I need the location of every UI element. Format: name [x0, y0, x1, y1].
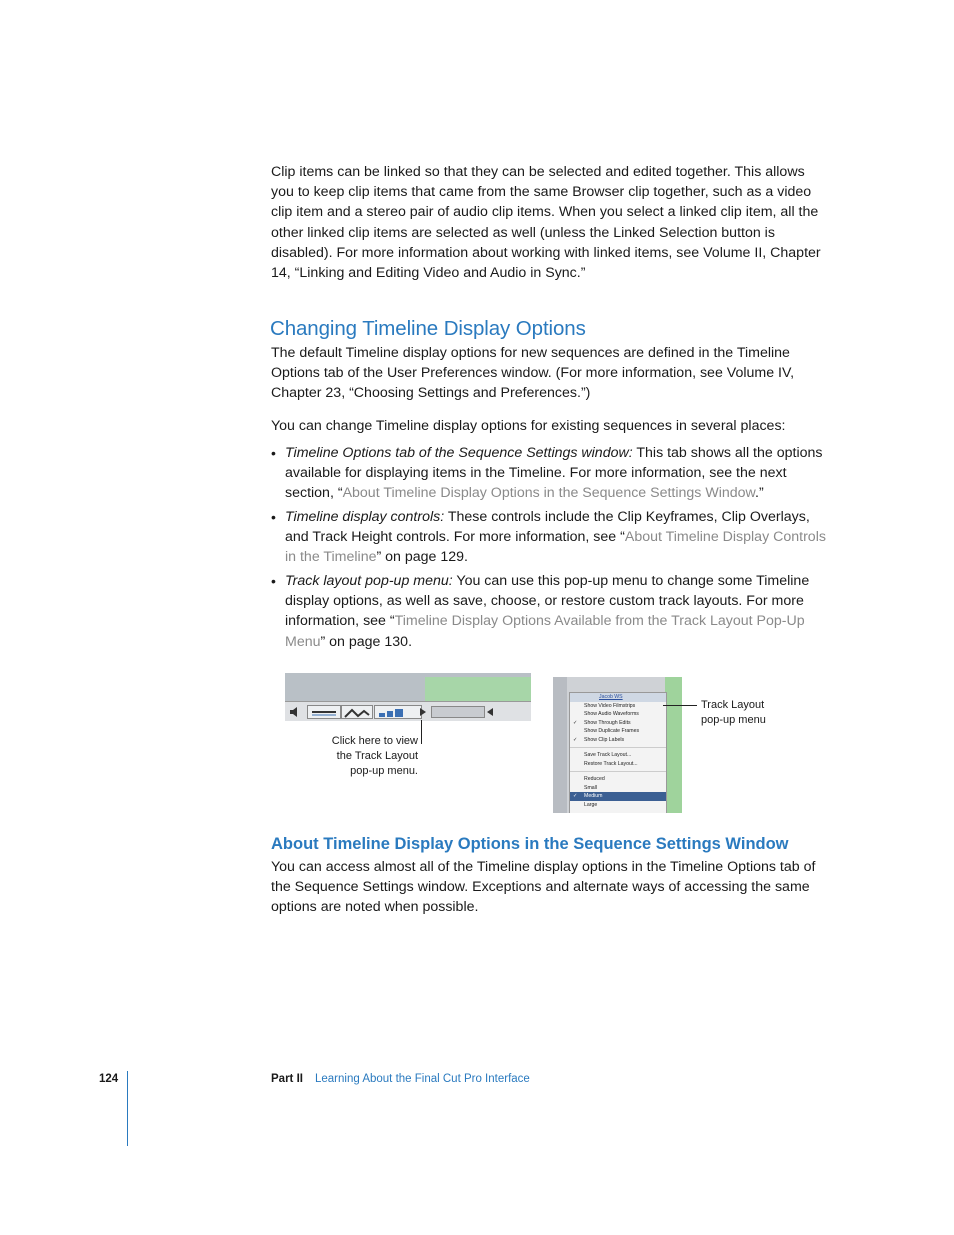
section-heading: Changing Timeline Display Options [270, 317, 586, 340]
bullet-item [271, 443, 826, 504]
track-height-control[interactable] [374, 705, 422, 719]
subsection-text: You can access almost all of the Timeline display options in the Timeline Options tab of the Sequence Settings window. Exceptions and alternate ways of accessing the same options are noted when possible. [271, 859, 816, 916]
callout-track-layout-button: Click here to view the Track Layout pop-up menu. [331, 735, 418, 777]
section-paragraph-1 [271, 343, 826, 404]
scroll-left-arrow-icon[interactable] [485, 705, 495, 717]
cross-reference-link[interactable]: Timeline Display Options Available from the Track Layout Pop-Up Menu [285, 613, 805, 650]
menu-item-show-audio-waveforms[interactable]: Show Audio Waveforms [584, 711, 639, 717]
section-p2-text: You can change Timeline display options for existing sequences in several places: [271, 418, 786, 434]
menu-item-show-through-edits[interactable]: ✓ Show Through Edits [573, 719, 631, 726]
clip-keyframes-button[interactable] [341, 705, 373, 719]
section-paragraph-2 [271, 416, 826, 436]
bullet-term: Timeline display controls: [285, 509, 445, 525]
menu-item-large[interactable]: Large [584, 801, 598, 808]
zoom-slider[interactable] [431, 706, 485, 718]
menu-separator [570, 744, 666, 748]
bullet-text: This tab shows all the options available for displaying items in the Timeline. For more information, see the next section, “ [285, 445, 823, 502]
track-controls-column [553, 677, 567, 813]
bullet-item [271, 507, 826, 568]
track-layout-popup-menu [569, 692, 667, 813]
checkmark-icon: ✓ [573, 736, 578, 743]
sequence-name-header: Jacob WS [570, 693, 666, 702]
bullet-term: Timeline Options tab of the Sequence Settings window: [285, 445, 633, 461]
menu-item-restore-track-layout[interactable]: Restore Track Layout... [584, 760, 638, 767]
checkmark-icon: ✓ [573, 719, 578, 726]
bullet-text-end: ” on page 129. [376, 549, 468, 566]
timeline-controls-screenshot [285, 673, 531, 721]
callout-track-layout-menu: Track Layout pop-up menu [701, 699, 766, 726]
menu-separator [570, 768, 666, 772]
bullet-item [271, 571, 826, 652]
bullet-text: You can use this pop-up menu to change some Timeline display options, as well as save, choose, or restore custom track layouts. For more information, see “ [285, 573, 810, 630]
subsection-heading: About Timeline Display Options in the Sequence Settings Window [271, 835, 789, 853]
checkmark-icon: ✓ [573, 793, 578, 799]
bullet-text-end: .” [755, 485, 764, 502]
bullet-dot: • [271, 445, 276, 461]
bullet-text: These controls include the Clip Keyframes, Clip Overlays, and Track Height controls. For more information, see “ [285, 509, 810, 546]
bullet-dot: • [271, 509, 276, 525]
menu-item-reduced[interactable]: Reduced [584, 776, 605, 782]
menu-item-show-duplicate-frames[interactable]: Show Duplicate Frames [584, 728, 640, 734]
intro-paragraph [271, 162, 826, 283]
clip-overlays-button[interactable] [307, 705, 341, 719]
bullet-dot: • [271, 573, 276, 589]
menu-item-save-track-layout[interactable]: Save Track Layout... [584, 752, 632, 758]
section-p1-text: The default Timeline display options for new sequences are defined in the Timeline Options tab of the User Preferences window. (For more information, see Volume IV, Chapter 23, “Choosing Settings and Preferences.”) [271, 345, 795, 402]
track-layout-menu-screenshot [553, 677, 682, 813]
intro-text: Clip items can be linked so that they can be selected and edited together. This allows you to keep clip items that came from the same Browser clip together, such as a video clip item and a stereo pair of audio clip items. When you select a linked clip item, all the other linked clip items are selected as well (unless the Linked Selection button is disabled). For more information about working with linked items, see Volume II, Chapter 14, “Linking and Editing Video and Audio in Sync.” [271, 164, 821, 282]
timeline-track-area [425, 677, 531, 701]
subsection-paragraph [271, 857, 826, 918]
cross-reference-link[interactable]: About Timeline Display Controls in the Timeline [285, 529, 826, 566]
footer-part-label: Part II [271, 1073, 303, 1085]
menu-item-small[interactable]: Small [584, 784, 597, 791]
menu-item-show-clip-labels[interactable]: ✓ Show Clip Labels [573, 736, 625, 743]
cross-reference-link[interactable]: About Timeline Display Options in the Sequence Settings Window [342, 485, 756, 502]
footer-divider [127, 1071, 128, 1146]
callout-leader-line [663, 705, 697, 706]
page-number: 124 [99, 1073, 119, 1085]
timeline-track-area [665, 677, 682, 813]
track-layout-popup-button[interactable] [418, 705, 428, 717]
bullet-text-end: ” on page 130. [320, 633, 413, 650]
menu-item-medium[interactable]: ✓ Medium [570, 792, 666, 801]
bullet-term: Track layout pop-up menu: [285, 573, 453, 589]
footer-part-title: Learning About the Final Cut Pro Interface [315, 1073, 530, 1085]
speaker-icon [289, 705, 303, 717]
menu-item-show-video-filmstrips[interactable]: Show Video Filmstrips [584, 702, 636, 709]
callout-leader-line [421, 720, 422, 744]
